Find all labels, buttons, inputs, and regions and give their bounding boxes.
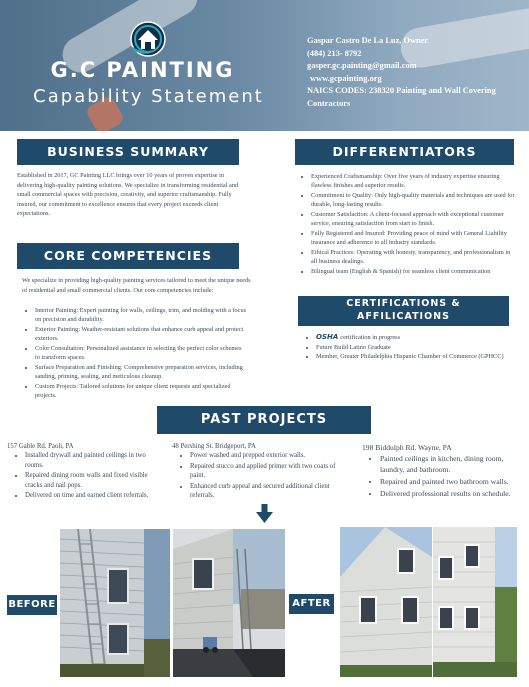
list-item: • Future Build Latino Graduate — [316, 343, 512, 352]
after-photo-wall-windows — [433, 527, 517, 677]
project-gable-rd — [7, 443, 165, 502]
project-address: 198 Biddulph Rd. Wayne, PA — [362, 443, 452, 452]
past-projects-heading: PAST PROJECTS — [157, 406, 371, 434]
list-item: • Ethical Practices: Operating with honesty, transparency, and professionalism in all business dealings. — [311, 248, 517, 266]
after-photo-house-side — [340, 527, 432, 677]
phone-number[interactable]: (484) 213- 8792 — [307, 48, 362, 58]
project-pershing-st — [172, 443, 348, 502]
osha-logo: OSHA — [316, 333, 339, 341]
naics-codes: NAICS CODES: 238320 Painting and Wall Covering Contractors — [307, 86, 496, 108]
after-label: AFTER — [289, 594, 334, 614]
list-item: • Painted ceilings in kitchen, dining room, laundry, and bathroom. — [380, 453, 526, 475]
document-subtitle: Capability Statement — [33, 86, 264, 107]
list-item: • Repaired and painted two bathroom walls. — [380, 476, 526, 487]
brand-name: G.C PAINTING — [50, 58, 235, 82]
core-competencies-heading: CORE COMPETENCIES — [17, 243, 239, 269]
gc-painting-logo — [126, 18, 170, 58]
before-photo-ladder — [60, 529, 170, 677]
list-item: • Commitment to Quality: Only high-quality materials and techniques are used for durable, long-lasting results. — [311, 191, 517, 209]
project-address: 48 Pershing St. Bridgeport, PA — [172, 443, 256, 450]
list-item: • Power washed and prepped exterior walls. — [190, 451, 348, 461]
project-address: 157 Gable Rd. Paoli, PA — [7, 443, 74, 450]
list-item: • Repaired stucco and applied primer with two coats of paint. — [190, 462, 348, 481]
owner-name: Gaspar Castro De La Luz, Owner — [307, 36, 429, 45]
list-item: • Delivered professional results on schedule. — [380, 488, 526, 499]
differentiators-list — [301, 172, 517, 276]
differentiators-heading: DIFFERENTIATORS — [295, 139, 514, 165]
business-summary-text: Established in 2017, GC Painting LLC brings over 10 years of proven expertise in delivering high-quality painting solutions. We specialize in transforming residential and small commercial spaces with precision, creativity, and superior craftsmanship. Fully insured, our commitment to excellence ensures that every project exceeds client expectations. — [17, 172, 239, 218]
core-competencies-intro: We specialize in providing high-quality painting services tailored to meet the unique needs of residential and small commercial clients. Our core competencies include: — [22, 277, 251, 294]
list-item: • Enhanced curb appeal and secured additional client referrals. — [190, 482, 348, 501]
list-item: • Color Consultation: Personalized assistance in selecting the perfect color schemes to transform spaces. — [35, 344, 247, 362]
project-biddulph-rd — [362, 443, 526, 500]
list-item: • Member, Greater Philadelphia Hispanic Chamber of Commerce (GPHCC) — [316, 352, 512, 361]
business-summary-heading: BUSINESS SUMMARY — [17, 139, 239, 165]
arrow-down-icon — [256, 504, 273, 523]
website-link[interactable]: www.gcpainting.org — [310, 73, 382, 83]
contact-block — [307, 35, 522, 110]
list-item: • Custom Projects: Tailored solutions for unique client requests and specialized projects. — [35, 382, 247, 400]
list-item: • Repaired dining room walls and fixed visible cracks and nail pops. — [25, 471, 165, 490]
email-address[interactable]: gasper.gc.painting@gmail.com — [307, 61, 417, 70]
list-item: • Experienced Craftsmanship: Over five years of industry expertise ensuring flawless finishes and superior results. — [311, 172, 517, 190]
list-item: • Fully Registered and Insured: Providing peace of mind with General Liability insurance and adherence to all industry standards. — [311, 229, 517, 247]
core-competencies-list — [25, 306, 247, 401]
certifications-heading: CERTIFICATIONS & AFFILICATIONS — [298, 296, 509, 326]
list-item: • Surface Preparation and Finishing: Comprehensive preparation services, including sanding, priming, sealing, and meticulous cleanup. — [35, 363, 247, 381]
header-banner — [0, 0, 529, 131]
list-item: • Delivered on time and earned client referrals. — [25, 491, 165, 501]
list-item: • Bilingual team (English & Spanish) for seamless client communication — [311, 267, 517, 276]
list-item: • OSHA certification in progress — [316, 333, 512, 342]
list-item: • Customer Satisfaction: A client-focused approach with exceptional customer service, ensuring satisfaction from start to finish. — [311, 210, 517, 228]
before-photo-house-corner — [173, 529, 285, 677]
before-label: BEFORE — [7, 595, 57, 615]
list-item: • Installed drywall and painted ceilings in two rooms. — [25, 451, 165, 470]
list-item: • Exterior Painting: Weather-resistant solutions that enhance curb appeal and protect exteriors. — [35, 325, 247, 343]
certifications-list — [306, 333, 512, 362]
list-item: • Interior Painting: Expert painting for walls, ceilings, trim, and molding with a focus on precision and durability. — [35, 306, 247, 324]
